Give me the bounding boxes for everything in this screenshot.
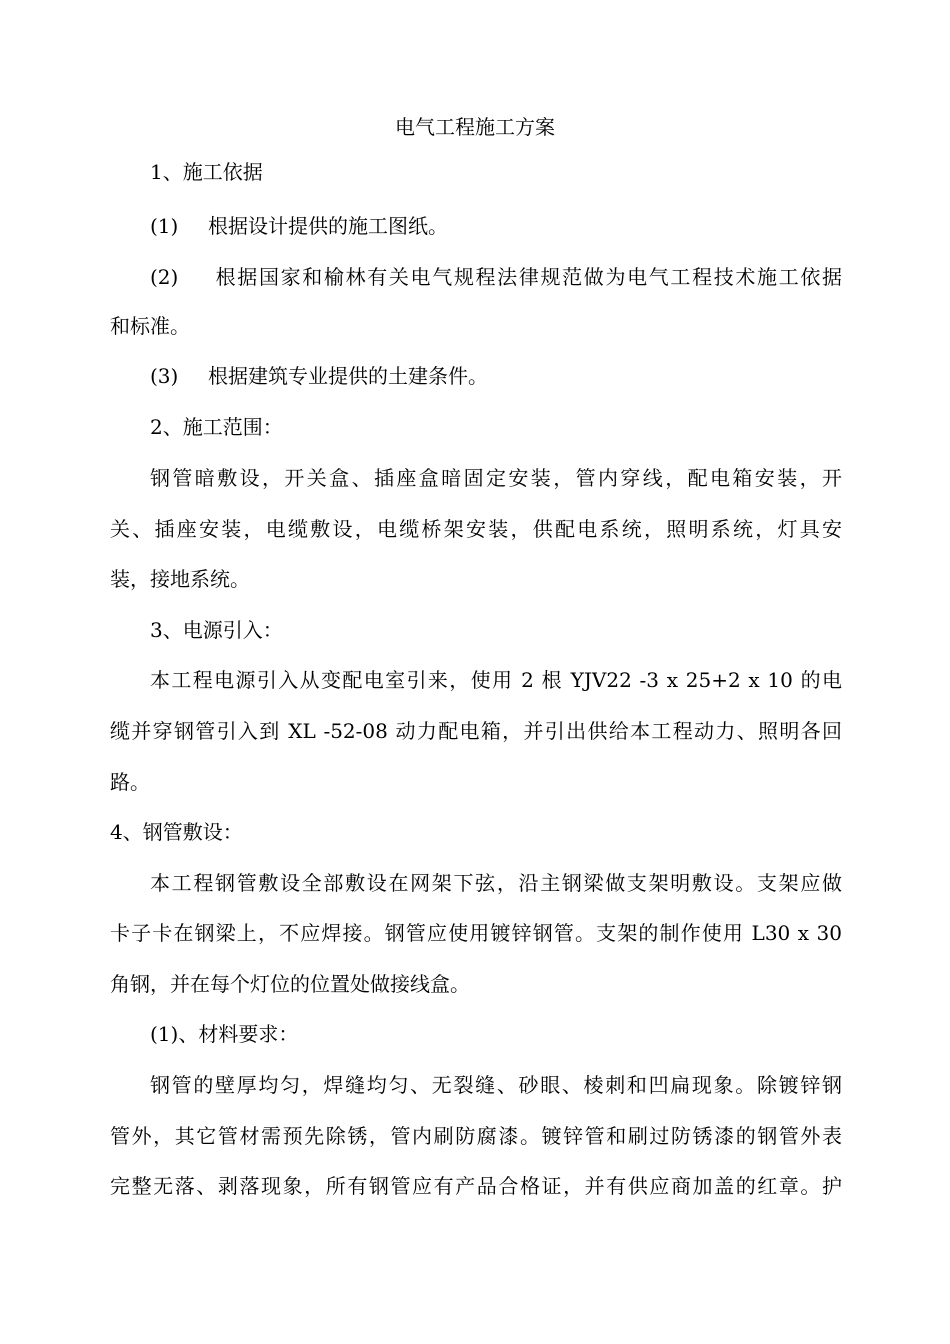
item-label: (3) bbox=[150, 364, 179, 388]
section-3-heading: 3、电源引入： bbox=[150, 618, 283, 642]
section-2-heading: 2、施工范围： bbox=[150, 415, 283, 439]
section-4-sub-line: 钢管的壁厚均匀，焊缝均匀、无裂缝、砂眼、棱刺和凹扁现象。除镀锌钢 bbox=[150, 1073, 842, 1097]
item-text: 根据建筑专业提供的土建条件。 bbox=[208, 364, 488, 388]
item-label: (1) bbox=[150, 214, 179, 238]
item-text: 根据设计提供的施工图纸。 bbox=[208, 214, 448, 238]
section-4-sub-line: 管外，其它管材需预先除锈，管内刷防腐漆。镀锌管和刷过防锈漆的钢管外表 bbox=[110, 1124, 842, 1148]
section-1-item-3 bbox=[150, 361, 842, 391]
section-1-item-2 bbox=[150, 262, 842, 292]
section-1-item-1 bbox=[150, 211, 842, 241]
section-1-item-2-continued: 和标准。 bbox=[110, 314, 190, 338]
section-1-heading: 1、施工依据 bbox=[150, 160, 263, 184]
section-4-line: 卡子卡在钢梁上，不应焊接。钢管应使用镀锌钢管。支架的制作使用 L30 x 30 bbox=[110, 921, 842, 945]
item-text: 根据国家和榆林有关电气规程法律规范做为电气工程技术施工依据 bbox=[214, 265, 842, 289]
document-title: 电气工程施工方案 bbox=[395, 115, 555, 139]
section-4-line: 本工程钢管敷设全部敷设在网架下弦，沿主钢梁做支架明敷设。支架应做 bbox=[150, 871, 842, 895]
section-2-line: 钢管暗敷设，开关盒、插座盒暗固定安装，管内穿线，配电箱安装，开 bbox=[150, 466, 842, 490]
section-4-subheading: (1)、材料要求： bbox=[150, 1022, 299, 1046]
section-4-line: 角钢，并在每个灯位的位置处做接线盒。 bbox=[110, 972, 470, 996]
section-2-line: 装，接地系统。 bbox=[110, 567, 250, 591]
section-4-sub-line: 完整无落、剥落现象，所有钢管应有产品合格证，并有供应商加盖的红章。护 bbox=[110, 1174, 842, 1198]
section-3-line: 缆并穿钢管引入到 XL -52-08 动力配电箱，并引出供给本工程动力、照明各回 bbox=[110, 719, 842, 743]
section-3-line: 路。 bbox=[110, 770, 150, 794]
item-label: (2) bbox=[150, 265, 179, 289]
section-4-heading: 4、钢管敷设： bbox=[110, 820, 243, 844]
section-3-line: 本工程电源引入从变配电室引来，使用 2 根 YJV22 -3 x 25+2 x 10 的电 bbox=[150, 668, 842, 692]
section-2-line: 关、插座安装，电缆敷设，电缆桥架安装，供配电系统，照明系统，灯具安 bbox=[110, 517, 842, 541]
